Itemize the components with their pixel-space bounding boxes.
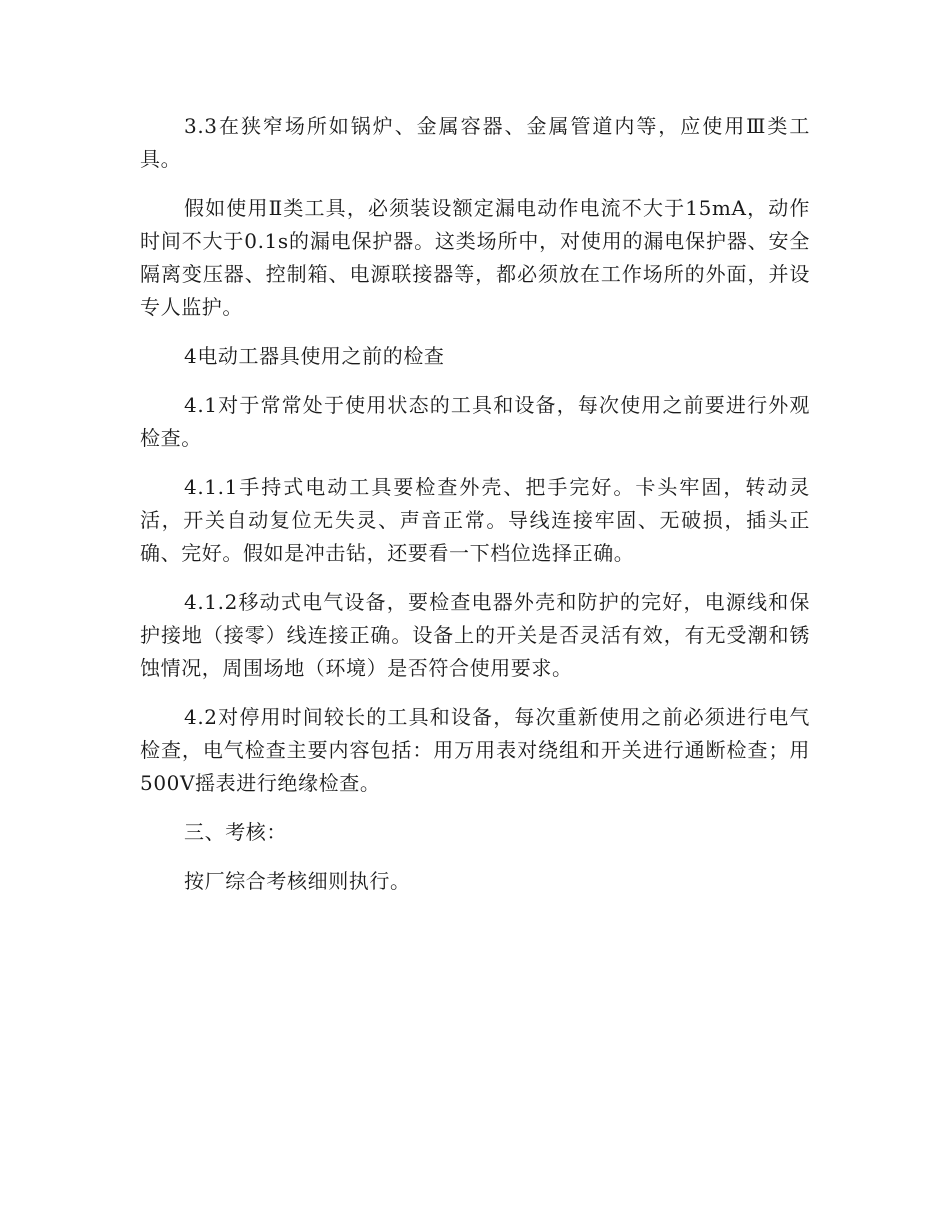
paragraph-3-3: 3.3在狭窄场所如锅炉、金属容器、金属管道内等，应使用Ⅲ类工具。 xyxy=(140,114,810,171)
paragraph-4-2: 4.2对停用时间较长的工具和设备，每次重新使用之前必须进行电气检查，电气检查主要内容包括：用万用表对绕组和开关进行通断检查；用500V摇表进行绝缘检查。 xyxy=(140,705,810,795)
paragraph-4-1: 4.1对于常常处于使用状态的工具和设备，每次使用之前要进行外观检查。 xyxy=(140,393,810,450)
document-body xyxy=(140,110,810,914)
section-heading-4: 4电动工器具使用之前的检查 xyxy=(184,344,445,368)
section-heading-assessment: 三、考核： xyxy=(184,820,287,844)
paragraph-4-1-2: 4.1.2移动式电气设备，要检查电器外壳和防护的完好，电源线和保护接地（接零）线连接正确。设备上的开关是否灵活有效，有无受潮和锈蚀情况，周围场地（环境）是否符合使用要求。 xyxy=(140,590,810,680)
paragraph-class-ii-tools: 假如使用Ⅱ类工具，必须装设额定漏电动作电流不大于15mA，动作时间不大于0.1s的漏电保护器。这类场所中，对使用的漏电保护器、安全隔离变压器、控制箱、电源联接器等，都必须放在工作场所的外面，并设专人监护。 xyxy=(140,196,810,319)
paragraph-assessment-rule: 按厂综合考核细则执行。 xyxy=(184,869,411,893)
paragraph-4-1-1: 4.1.1手持式电动工具要检查外壳、把手完好。卡头牢固，转动灵活，开关自动复位无失灵、声音正常。导线连接牢固、无破损，插头正确、完好。假如是冲击钻，还要看一下档位选择正确。 xyxy=(140,475,810,565)
